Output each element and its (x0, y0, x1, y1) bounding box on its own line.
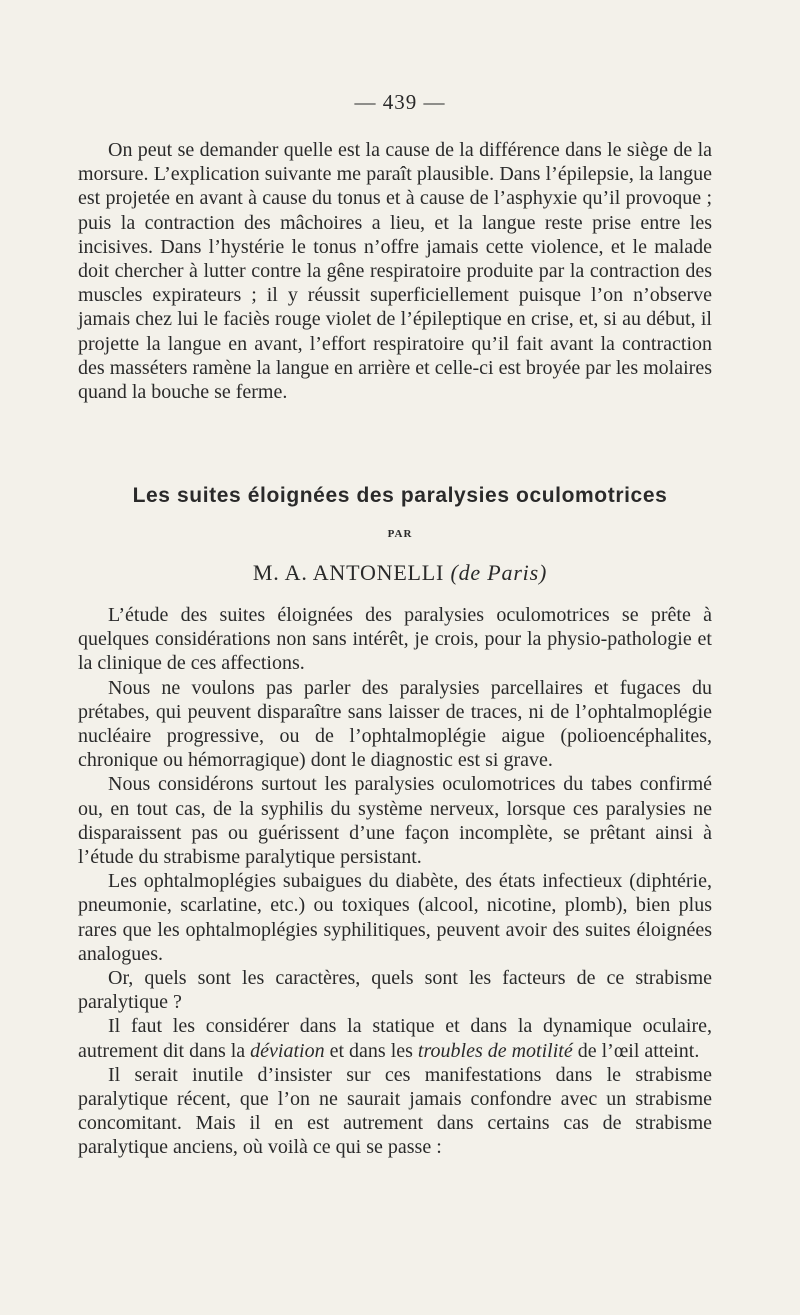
author-place: (de Paris) (450, 560, 548, 585)
article-paragraph-4: Les ophtalmoplégies subaigues du diabète, des états infectieux (diphtérie, pneumonie, scarlatine, etc.) ou toxiques (alcool, nicotine, plomb), bien plus rares que les ophtalmoplégies syphilitiques, peuvent avoir des suites éloignées analogues. (78, 870, 712, 965)
article-title: Les suites éloignées des paralysies oculomotrices (132, 484, 668, 507)
article-paragraph-7: Il serait inutile d’insister sur ces manifestations dans le strabisme paralytique récent, que l’on ne saurait jamais confondre avec un strabisme concomitant. Mais il en est autrement dans certains cas de strabisme paralytique anciens, où voilà ce qui se passe : (78, 1063, 712, 1159)
author-name: M. A. ANTONELLI (252, 560, 445, 585)
intro-paragraph: On peut se demander quelle est la cause de la différence dans le siège de la morsure. L’explication suivante me paraît plausible. Dans l’épilepsie, la langue est projetée en avant à cause du tonus et à cause de l’asphyxie qu’il provoque ; puis la contraction des mâchoires a lieu, et la langue reste prise entre les incisives. Dans l’hystérie le tonus n’offre jamais cette violence, et le malade doit chercher à lutter contre la gêne respiratoire produite par la contraction des muscles expirateurs ; il y réussit superficiellement puisque l’on n’observe jamais chez lui le faciès rouge violet de l’épileptique en crise, et, si au début, il projette la langue en avant, l’effort respiratoire qu’il fait avant la contraction des masséters ramène la langue en arrière et celle-ci est broyée par les molaires quand la bouche se ferme. (78, 139, 712, 404)
author-line (0, 560, 800, 586)
p6-before: Il faut les considérer dans la statique et dans la dynamique oculaire, autrement dit dans la (78, 1015, 712, 1062)
article-body (78, 603, 712, 1160)
article-paragraph-3: Nous considérons surtout les paralysies oculomotrices du tabes confirmé ou, en tout cas, de la syphilis du système nerveux, lorsque ces paralysies ne disparaissent pas ou guérissent d’une façon incomplète, se prêtant ainsi à l’étude du strabisme paralytique persistant. (78, 773, 712, 869)
page-number: — 439 — (354, 90, 446, 114)
emphasis-deviation: déviation (250, 1039, 325, 1062)
article-paragraph-2: Nous ne voulons pas parler des paralysies parcellaires et fugaces du prétabes, qui peuvent disparaître sans laisser de traces, ni de l’ophtalmoplégie nucléaire progressive, ou de l’ophtalmoplégie aigue (polioencéphalites, chronique ou hémorragique) dont le diagnostic est si grave. (78, 676, 712, 772)
emphasis-troubles: troubles de motilité (417, 1039, 573, 1062)
intro-text (78, 138, 712, 404)
article-paragraph-1: L’étude des suites éloignées des paralysies oculomotrices se prête à quelques considérations non sans intérêt, je crois, pour la physio-pathologie et la clinique de ces affections. (78, 604, 712, 675)
byline-par: PAR (387, 528, 413, 540)
article-paragraph-6 (78, 1014, 712, 1062)
p6-middle: et dans les (324, 1039, 418, 1062)
article-paragraph-5: Or, quels sont les caractères, quels sont les facteurs de ce strabisme paralytique ? (78, 967, 712, 1014)
p6-after: de l’œil atteint. (572, 1039, 700, 1062)
